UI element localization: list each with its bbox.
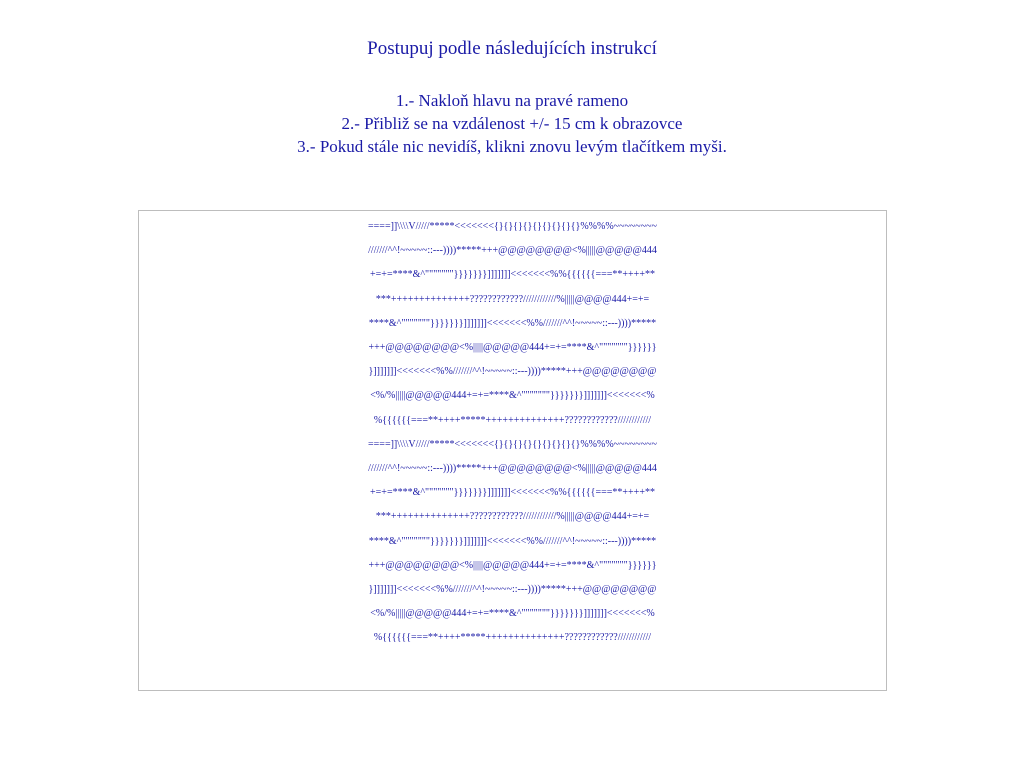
ascii-art-panel[interactable]	[138, 210, 887, 691]
page-title: Postupuj podle následujících instrukcí	[367, 38, 657, 59]
ascii-line: ****&^"""""""}}}}}}}]]]]]]]<<<<<<<%%///////^^!~~~~~::---))))*****	[368, 535, 657, 547]
ascii-line: +++@@@@@@@@<%|||||@@@@@444+=+=****&^"""""""}}}}}}	[368, 559, 657, 571]
ascii-line: ***++++++++++++++????????????////////////%|||||@@@@444+=+=	[375, 293, 650, 305]
ascii-line: }]]]]]]]<<<<<<<%%///////^^!~~~~~::---))))*****+++@@@@@@@@	[368, 584, 657, 596]
instructions-list	[0, 89, 1024, 158]
ascii-line: ***++++++++++++++????????????////////////%|||||@@@@444+=+=	[375, 511, 650, 523]
ascii-line: ====]]\\\\V/////*****<<<<<<<{}{}{}{}{}{}{}{}{}%%%%~~~~~~~~	[368, 221, 657, 232]
ascii-line: +++@@@@@@@@<%|||||@@@@@444+=+=****&^"""""""}}}}}}	[368, 342, 657, 354]
ascii-art-text	[139, 215, 886, 651]
ascii-line: ///////^^!~~~~~::---))))*****+++@@@@@@@@<%|||||@@@@@444	[368, 463, 657, 475]
ascii-line: <%/%|||||@@@@@444+=+=****&^"""""""}}}}}}}]]]]]]]<<<<<<<%	[370, 390, 655, 402]
ascii-line: %{{{{{{===**++++*****++++++++++++++????????????////////////	[373, 632, 652, 644]
ascii-line: +=+=****&^"""""""}}}}}}}]]]]]]]<<<<<<<%%{{{{{{===**++++**	[370, 487, 655, 499]
instruction-1: 1.- Nakloň hlavu na pravé rameno	[395, 91, 629, 110]
ascii-line: <%/%|||||@@@@@444+=+=****&^"""""""}}}}}}}]]]]]]]<<<<<<<%	[370, 608, 655, 620]
instruction-2: 2.- Přibliž se na vzdálenost +/- 15 cm k obrazovce	[341, 114, 683, 133]
ascii-line: ****&^"""""""}}}}}}}]]]]]]]<<<<<<<%%///////^^!~~~~~::---))))*****	[368, 317, 657, 329]
instruction-3: 3.- Pokud stále nic nevidíš, klikni znovu levým tlačítkem myši.	[297, 137, 727, 156]
ascii-line: %{{{{{{===**++++*****++++++++++++++????????????////////////	[373, 414, 652, 426]
ascii-line: +=+=****&^"""""""}}}}}}}]]]]]]]<<<<<<<%%{{{{{{===**++++**	[370, 269, 655, 281]
ascii-line: ====]]\\\\V/////*****<<<<<<<{}{}{}{}{}{}{}{}{}%%%%~~~~~~~~	[368, 438, 657, 450]
ascii-line: }]]]]]]]<<<<<<<%%///////^^!~~~~~::---))))*****+++@@@@@@@@	[368, 366, 657, 378]
ascii-line: ///////^^!~~~~~::---))))*****+++@@@@@@@@<%|||||@@@@@444	[368, 245, 657, 257]
